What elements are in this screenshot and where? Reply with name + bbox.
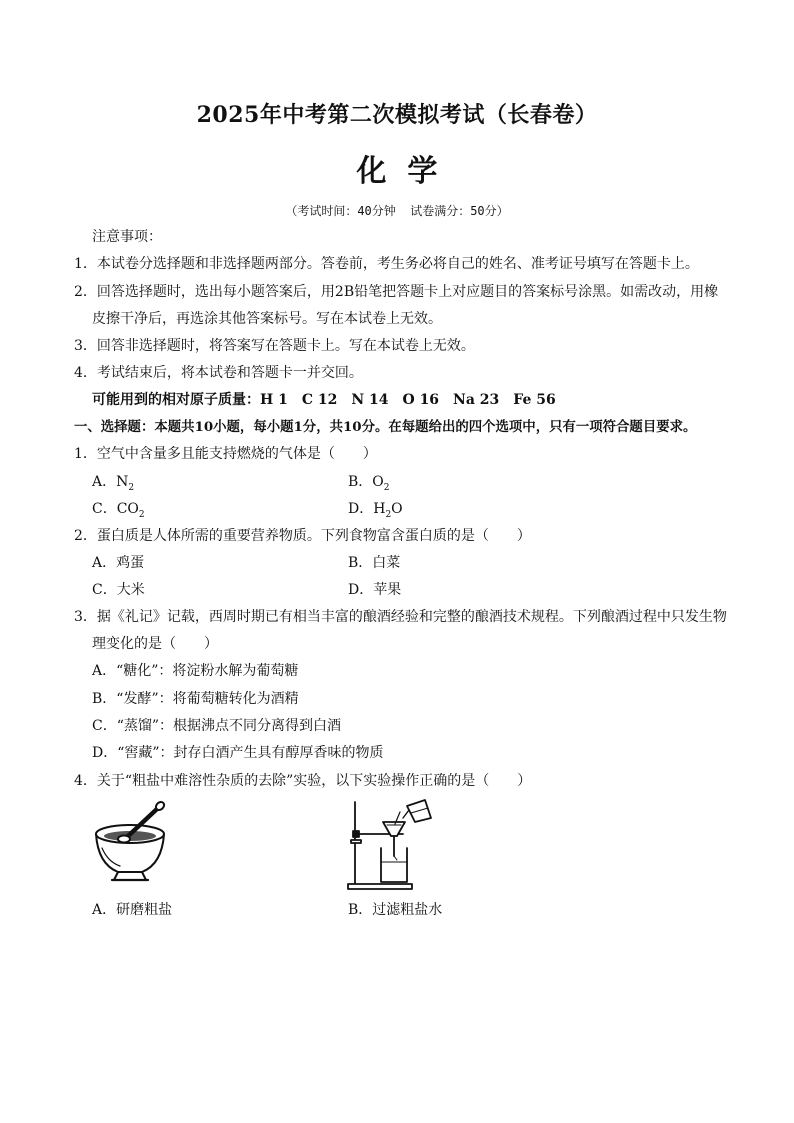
q2-option-b: B．白菜 bbox=[348, 555, 401, 571]
q1-option-b: B．$O_2$ bbox=[348, 474, 390, 493]
exam-title: 2025年中考第二次模拟考试（长春卷） bbox=[196, 102, 598, 128]
mortar-pestle-figure bbox=[90, 800, 175, 890]
atomic-mass: 可能用到的相对原子质量：H 1 C 12 N 14 O 16 Na 23 Fe 56 bbox=[92, 392, 556, 408]
q3-stem-cont: 理变化的是（ ） bbox=[92, 636, 218, 652]
q2-stem: 2．蛋白质是人体所需的重要营养物质。下列食物富含蛋白质的是（ ） bbox=[74, 528, 531, 544]
q2-option-d: D．苹果 bbox=[348, 582, 402, 598]
notice-heading: 注意事项： bbox=[92, 229, 162, 245]
notice-item-2-cont: 皮擦干净后，再选涂其他答案标号。写在本试卷上无效。 bbox=[92, 311, 442, 327]
q1-option-d: D．$H_2O$ bbox=[348, 501, 403, 520]
subject-title: 化 学 bbox=[356, 154, 438, 189]
q3-option-c: C．“蒸馏”：根据沸点不同分离得到白酒 bbox=[92, 718, 342, 734]
q2-option-c: C．大米 bbox=[92, 582, 145, 598]
q4-option-b: B．过滤粗盐水 bbox=[348, 902, 443, 918]
filtration-figure bbox=[345, 798, 440, 892]
q3-option-a: A．“糖化”：将淀粉水解为葡萄糖 bbox=[92, 663, 299, 679]
q1-option-a: A．$N_2$ bbox=[92, 474, 135, 493]
q3-option-b: B．“发酵”：将葡萄糖转化为酒精 bbox=[92, 691, 299, 707]
notice-item-1: 1．本试卷分选择题和非选择题两部分。答卷前，考生务必将自己的姓名、准考证号填写在答题卡上。 bbox=[74, 256, 699, 272]
q4-stem: 4．关于“粗盐中难溶性杂质的去除”实验，以下实验操作正确的是（ ） bbox=[74, 773, 532, 789]
exam-info: （考试时间：40分钟 试卷满分：50分） bbox=[285, 204, 509, 218]
section1-heading: 一、选择题：本题共10小题，每小题1分，共10分。在每题给出的四个选项中，只有一项符合题目要求。 bbox=[74, 419, 697, 435]
q4-option-a: A．研磨粗盐 bbox=[92, 902, 173, 918]
q2-option-a: A．鸡蛋 bbox=[92, 555, 145, 571]
notice-item-4: 4．考试结束后，将本试卷和答题卡一并交回。 bbox=[74, 365, 363, 381]
q3-option-d: D．“窖藏”：封存白酒产生具有醇厚香味的物质 bbox=[92, 745, 384, 761]
q1-stem: 1．空气中含量多且能支持燃烧的气体是（ ） bbox=[74, 446, 377, 462]
notice-item-3: 3．回答非选择题时，将答案写在答题卡上。写在本试卷上无效。 bbox=[74, 338, 475, 354]
q3-stem: 3．据《礼记》记载，西周时期已有相当丰富的酿酒经验和完整的酿酒技术规程。下列酿酒过程中只发生物 bbox=[74, 609, 727, 625]
notice-item-2: 2．回答选择题时，选出每小题答案后，用2B铅笔把答题卡上对应题目的答案标号涂黑。如需改动，用橡 bbox=[74, 284, 719, 300]
q1-option-c: C．$CO_2$ bbox=[92, 501, 145, 520]
